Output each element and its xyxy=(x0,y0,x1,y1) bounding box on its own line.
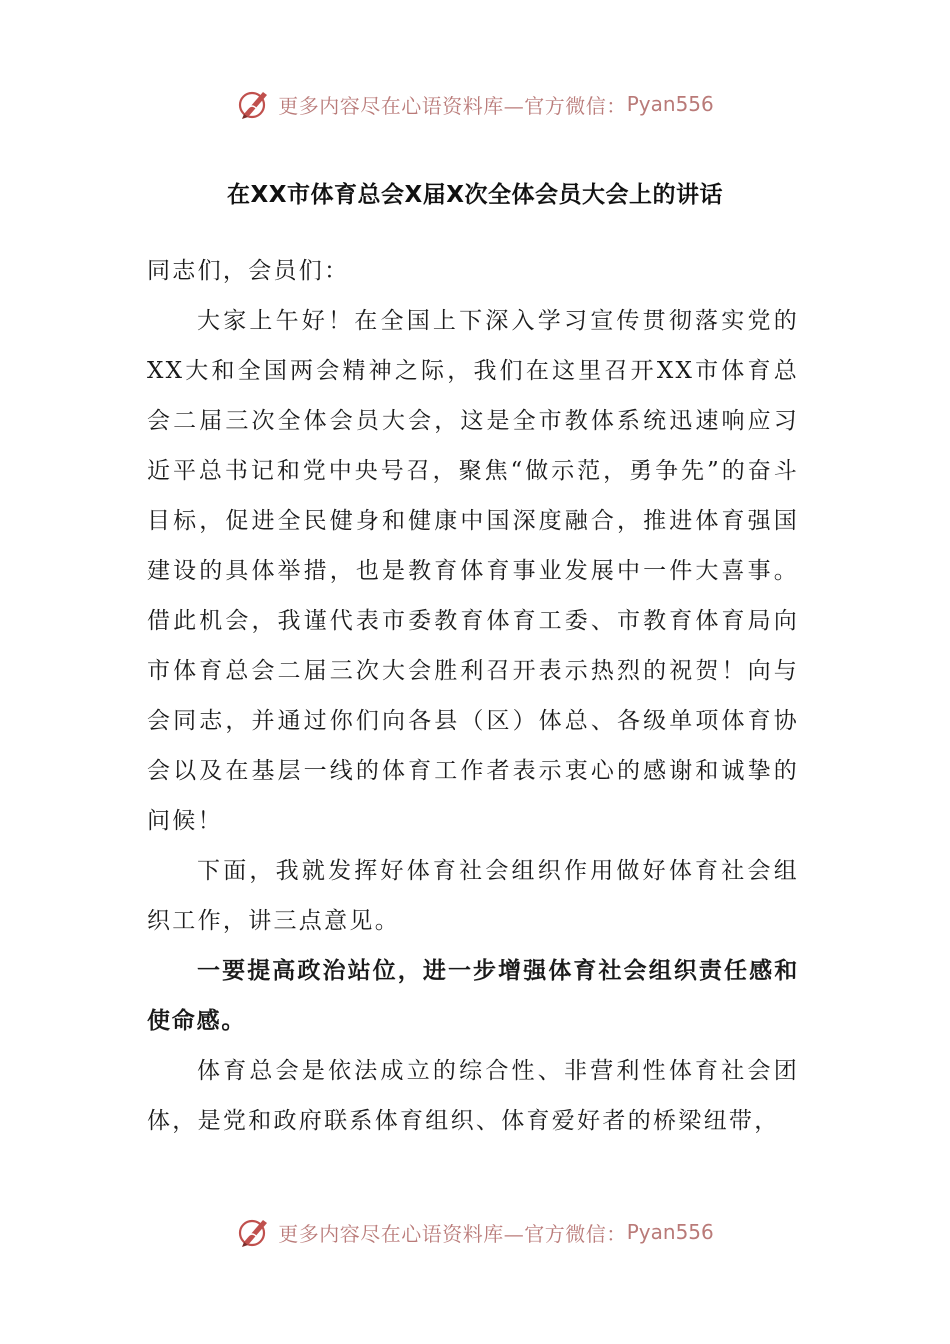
footer-watermark-banner xyxy=(0,1210,950,1254)
section-heading: 一要提高政治站位，进一步增强体育社会组织责任感和使命感。 xyxy=(147,958,799,1034)
document-title: 在XX市体育总会X届X次全体会员大会上的讲话 xyxy=(227,182,723,208)
body-paragraph: 下面，我就发挥好体育社会组织作用做好体育社会组织工作，讲三点意见。 xyxy=(147,858,799,934)
watermark-text: 更多内容尽在心语资料库—官方微信： xyxy=(278,93,627,118)
body-paragraph: 大家上午好！在全国上下深入学习宣传贯彻落实党的XX大和全国两会精神之际，我们在这里召开XX市体育总会二届三次全体会员大会，这是全市教体系统迅速响应习近平总书记和党中央号召，聚焦“做示范，勇争先”的奋斗目标，促进全民健身和健康中国深度融合，推进体育强国建设的具体举措，也是教育体育事业发展中一件大喜事。借此机会，我谨代表市委教育体育工委、市教育体育局向市体育总会二届三次大会胜利召开表示热烈的祝贺！向与会同志，并通过你们向各县（区）体总、各级单项体育协会以及在基层一线的体育工作者表示衷心的感谢和诚挚的问候！ xyxy=(147,308,799,834)
wechat-id: Pyan556 xyxy=(626,92,714,116)
salutation: 同志们，会员们： xyxy=(147,258,350,284)
document-body xyxy=(147,246,799,1146)
body-paragraph: 体育总会是依法成立的综合性、非营利性体育社会团体，是党和政府联系体育组织、体育爱好者的桥梁纽带， xyxy=(147,1058,799,1134)
header-watermark-banner xyxy=(0,82,950,126)
pen-logo-icon xyxy=(236,1214,272,1250)
wechat-id: Pyan556 xyxy=(626,1220,714,1244)
watermark-text: 更多内容尽在心语资料库—官方微信： xyxy=(278,1221,627,1246)
pen-logo-icon xyxy=(236,86,272,122)
